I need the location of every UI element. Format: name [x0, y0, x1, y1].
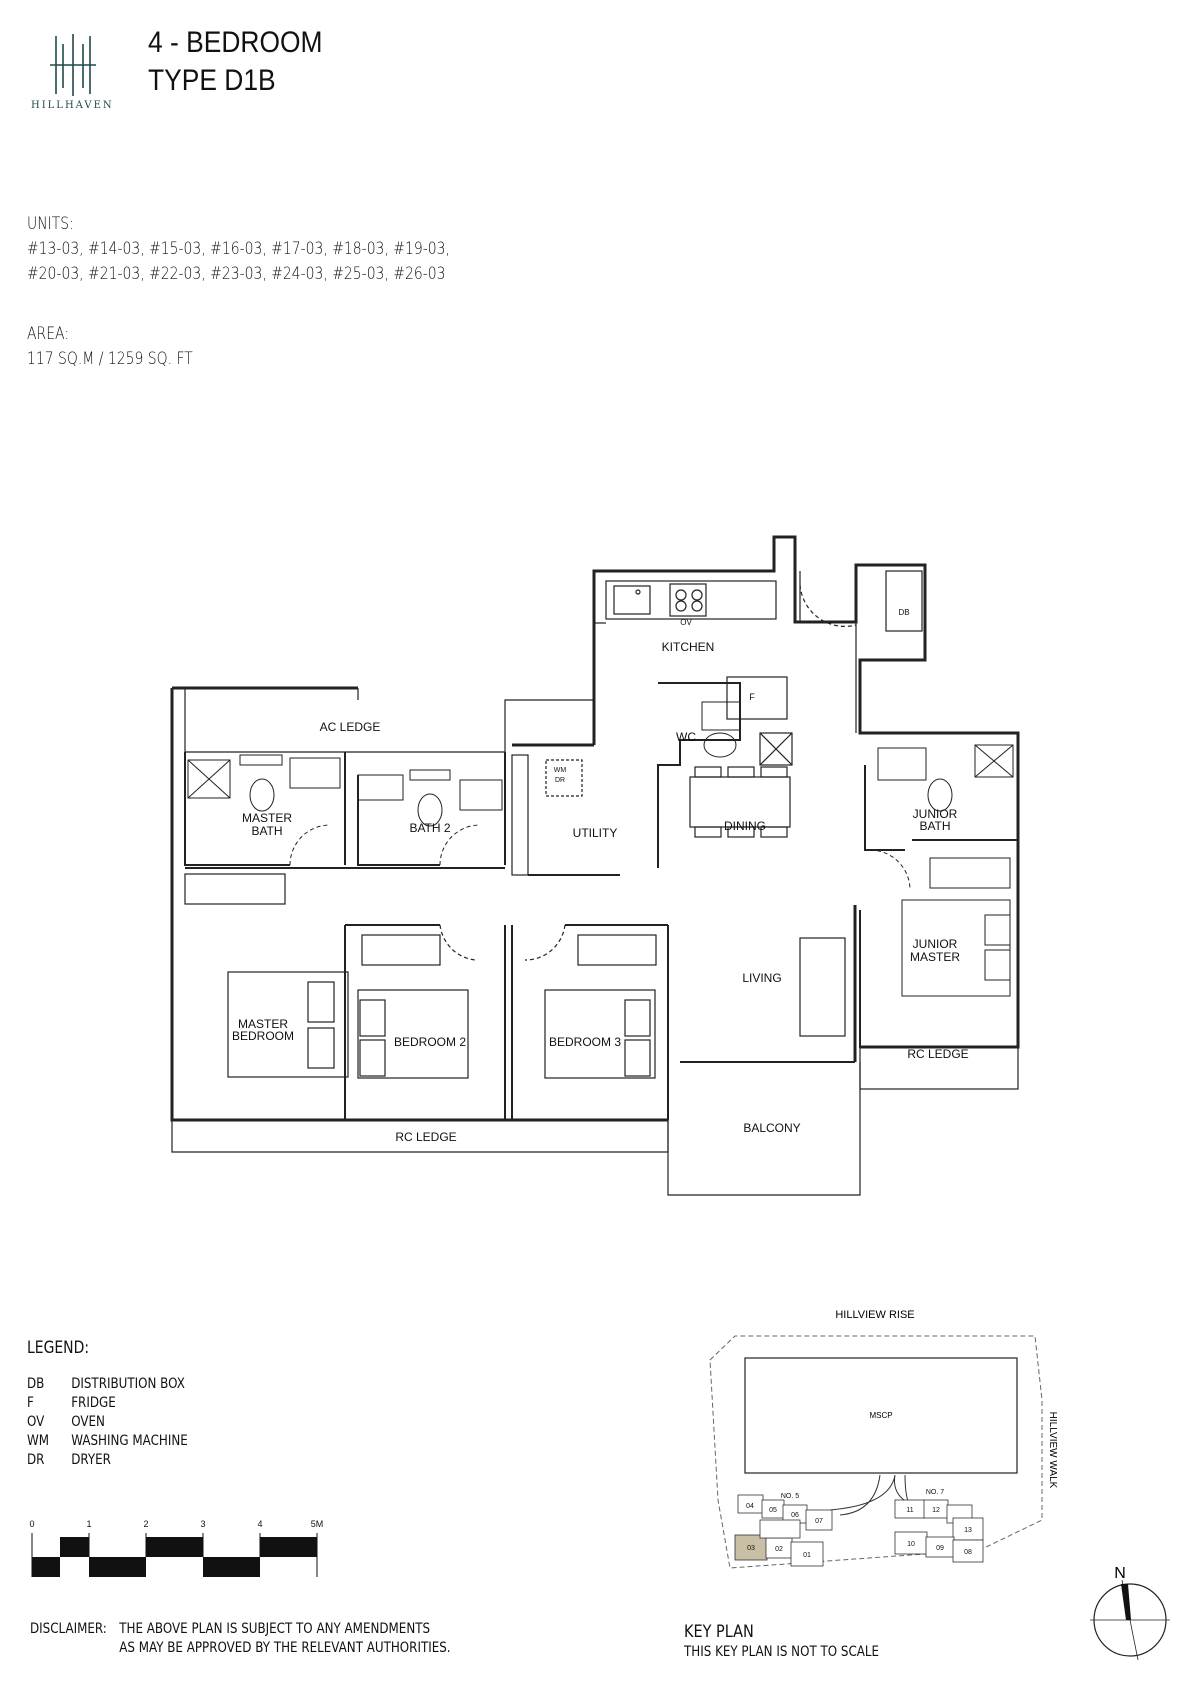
label-kitchen: KITCHEN: [661, 640, 715, 654]
legend-label: DISTRIBUTION BOX: [71, 1376, 185, 1392]
legend-label: WASHING MACHINE: [71, 1433, 188, 1449]
legend-code: DB: [27, 1376, 45, 1392]
key-plan-map: [690, 1300, 1070, 1590]
legend-item: [27, 1375, 248, 1394]
stack-label: 08: [964, 1549, 972, 1556]
scale-tick-3: 3: [200, 1519, 206, 1529]
label-balcony: BALCONY: [743, 1121, 801, 1135]
area-value: 117 SQ.M / 1259 SQ. FT: [27, 349, 193, 369]
brand-name: HILLHAVEN: [31, 100, 114, 111]
mscp-label: MSCP: [869, 1411, 893, 1420]
legend-code: OV: [27, 1414, 45, 1430]
legend-item: [27, 1413, 248, 1432]
disclaimer: [30, 1620, 506, 1658]
legend-item: [27, 1394, 248, 1413]
label-junior-bath-2: BATH: [919, 819, 951, 833]
label-dining: DINING: [724, 819, 766, 833]
stack-label: 09: [936, 1545, 944, 1552]
label-living: LIVING: [742, 971, 782, 985]
kitchen-area: [594, 571, 922, 765]
stack-label: 01: [803, 1552, 811, 1559]
title-line-1: 4 - BEDROOM: [148, 26, 323, 59]
legend-list: [27, 1375, 287, 1470]
legend-code: F: [27, 1395, 34, 1411]
title-line-2: TYPE D1B: [148, 64, 276, 97]
stack-label: 12: [932, 1507, 940, 1514]
block-no5-label: NO. 5: [780, 1493, 800, 1500]
scale-tick-4: 4: [257, 1519, 263, 1529]
legend-item: [27, 1451, 248, 1470]
rc-ledges: [172, 1047, 1018, 1152]
north-compass-icon: [1088, 1560, 1172, 1660]
stack-label: 05: [769, 1507, 777, 1514]
stack-label: 03: [747, 1545, 755, 1552]
master-bath-area: [185, 752, 345, 865]
label-master-bath-2: BATH: [251, 824, 283, 838]
block-no7-label: NO. 7: [925, 1489, 945, 1496]
stack-label: 07: [815, 1518, 823, 1525]
label-oven: OV: [680, 618, 692, 627]
legend-item: [27, 1432, 248, 1451]
label-junior-master-1: JUNIOR: [912, 937, 958, 951]
label-wm: WM: [553, 767, 567, 774]
units-line-2: #20-03, #21-03, #22-03, #23-03, #24-03, #25-03, #26-03: [27, 264, 446, 284]
label-wc: WC: [676, 730, 696, 744]
scale-tick-5: 5M: [310, 1519, 324, 1529]
legend-label: FRIDGE: [71, 1395, 116, 1411]
legend-label: DRYER: [71, 1452, 111, 1468]
scale-bar: [20, 1515, 330, 1585]
key-plan-title: KEY PLAN: [684, 1622, 754, 1642]
stack-label: 11: [906, 1507, 914, 1514]
label-bedroom3: BEDROOM 3: [548, 1035, 622, 1049]
legend-code: WM: [27, 1433, 50, 1449]
stack-label: 13: [964, 1527, 972, 1534]
disclaimer-label: DISCLAIMER:: [30, 1621, 107, 1637]
label-master-bath-1: MASTER: [241, 811, 293, 825]
road-hillview-rise: HILLVIEW RISE: [835, 1309, 915, 1321]
compass-north-label: N: [1114, 1565, 1126, 1582]
label-rc-ledge-right: RC LEDGE: [907, 1047, 969, 1061]
scale-tick-0: 0: [29, 1519, 35, 1529]
legend-label: OVEN: [71, 1414, 105, 1430]
legend-code: DR: [27, 1452, 45, 1468]
label-db: DB: [898, 608, 910, 617]
stack-label: 06: [791, 1512, 799, 1519]
stack-label: 04: [746, 1503, 754, 1510]
units-label: UNITS:: [27, 214, 74, 234]
label-utility: UTILITY: [572, 826, 618, 840]
area-label: AREA:: [27, 324, 70, 344]
stack-label: 02: [775, 1546, 783, 1553]
label-master-bedroom-1: MASTER: [237, 1017, 289, 1031]
label-bath2: BATH 2: [409, 821, 451, 835]
label-master-bedroom-2: BEDROOM: [231, 1029, 295, 1043]
label-junior-bath-1: JUNIOR: [912, 807, 958, 821]
label-dr: DR: [554, 777, 566, 784]
scale-tick-2: 2: [143, 1519, 149, 1529]
label-fridge: F: [749, 692, 755, 702]
disclaimer-line-1: THE ABOVE PLAN IS SUBJECT TO ANY AMENDMENTS: [119, 1621, 431, 1637]
label-ac-ledge: AC LEDGE: [319, 720, 381, 734]
key-plan-subtitle: THIS KEY PLAN IS NOT TO SCALE: [684, 1644, 880, 1660]
label-junior-master-2: MASTER: [909, 950, 961, 964]
label-rc-ledge-bottom: RC LEDGE: [395, 1130, 457, 1144]
bath2-area: [358, 752, 505, 865]
stack-label: 10: [907, 1541, 915, 1548]
units-line-1: #13-03, #14-03, #15-03, #16-03, #17-03, #18-03, #19-03,: [27, 239, 450, 259]
road-hillview-walk: HILLVIEW WALK: [1047, 1411, 1058, 1489]
bedrooms-area: [185, 868, 668, 1120]
scale-tick-1: 1: [86, 1519, 92, 1529]
ac-ledge-area: [185, 688, 594, 752]
legend-heading: LEGEND:: [27, 1338, 90, 1358]
disclaimer-line-2: AS MAY BE APPROVED BY THE RELEVANT AUTHORITIES.: [119, 1640, 451, 1656]
label-bedroom2: BEDROOM 2: [393, 1035, 467, 1049]
